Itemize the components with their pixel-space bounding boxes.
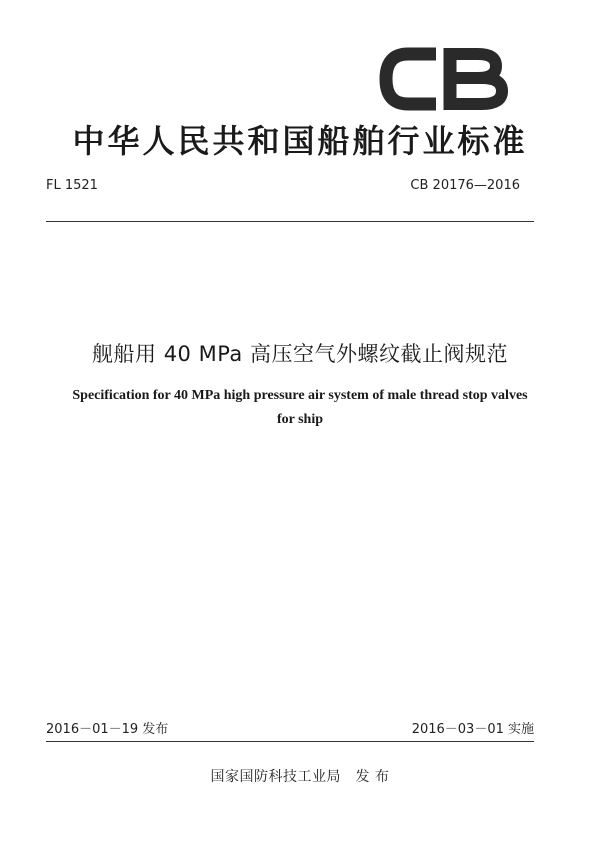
document-title-cn: 舰船用 40 MPa 高压空气外螺纹截止阀规范 [92, 342, 508, 366]
implement-date: 2016－03－01 实施 [411, 722, 534, 737]
standard-number: CB 20176—2016 [410, 178, 520, 193]
cb-logo-icon [378, 44, 510, 114]
document-title-en-line1: Specification for 40 MPa high pressure air system of male thread stop valves [72, 388, 528, 403]
publisher: 国家国防科技工业局 发 布 [210, 769, 390, 785]
standard-title: 中华人民共和国船舶行业标准 [72, 122, 528, 160]
document-title-en [40, 384, 560, 432]
issue-date: 2016－01－19 发布 [46, 722, 169, 737]
document-title-en-line2: for ship [276, 412, 324, 427]
footer-divider [46, 741, 534, 742]
header-divider [46, 221, 534, 222]
classification-code: FL 1521 [46, 178, 98, 193]
